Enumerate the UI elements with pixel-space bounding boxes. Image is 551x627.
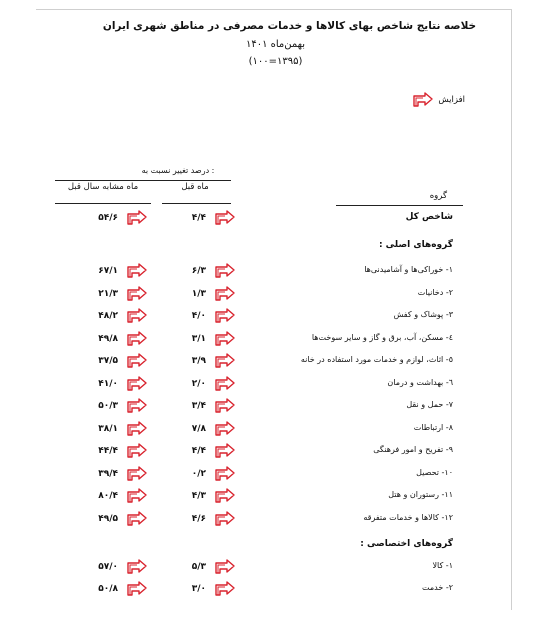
prev-month-value: ۴/۴ [191,446,206,456]
increase-arrow-icon [126,331,148,347]
prev-month-cell [176,559,236,575]
increase-arrow-icon [214,466,236,482]
table-row [0,397,551,415]
prev-month-value: ۴/۳ [191,491,206,501]
prev-month-cell [176,488,236,504]
row-label: گروه‌های اصلی : [378,240,453,250]
increase-arrow-icon [126,466,148,482]
legend [404,92,465,108]
increase-arrow-icon [214,421,236,437]
prev-month-cell [176,331,236,347]
increase-arrow-icon [126,353,148,369]
last-year-cell [88,443,148,459]
increase-arrow-icon [214,511,236,527]
prev-month-cell [176,398,236,414]
increase-arrow-icon [214,353,236,369]
prev-month-value: ۳/۴ [191,401,206,411]
table-row [0,209,551,227]
increase-arrow-icon [214,263,236,279]
increase-arrow-icon [126,376,148,392]
increase-arrow-icon [214,308,236,324]
last-year-value: ۵۴/۶ [98,213,118,223]
header-rule-year [55,203,151,204]
table-row [0,420,551,438]
row-label: ۲- خدمت [421,583,453,592]
last-year-value: ۴۹/۸ [98,333,118,344]
increase-arrow-icon [214,210,236,226]
last-year-value: ۲۱/۳ [98,288,118,299]
last-year-value: ۴۸/۲ [98,311,118,321]
last-year-value: ۴۹/۵ [98,513,118,524]
prev-month-cell [176,421,236,437]
increase-arrow-icon [214,488,236,504]
table-row [0,536,551,554]
last-year-cell [88,376,148,392]
prev-month-cell [176,210,236,226]
table-row [0,330,551,348]
row-label: ۲- دخانیات [417,287,453,297]
last-year-cell [88,308,148,324]
increase-arrow-icon [214,398,236,414]
last-year-cell [88,466,148,482]
prev-month-cell [176,581,236,597]
table-row [0,285,551,303]
last-year-value: ۵۷/۰ [98,562,118,572]
col-same-month-last-year: ماه مشابه سال قبل [67,182,139,192]
increase-arrow-icon [126,398,148,414]
report-title: خلاصه نتایج شاخص بهای کالاها و خدمات مصرفی در مناطق شهری ایران [102,20,477,32]
prev-month-cell [176,511,236,527]
prev-month-value: ۰/۲ [191,468,206,479]
increase-arrow-icon [412,92,434,108]
last-year-cell [88,581,148,597]
increase-arrow-icon [214,286,236,302]
last-year-cell [88,353,148,369]
prev-month-value: ۴/۴ [191,213,206,223]
row-label: گروه‌های اختصاصی : [360,539,453,549]
last-year-value: ۳۸/۱ [98,423,118,434]
prev-month-cell [176,466,236,482]
prev-month-cell [176,286,236,302]
prev-month-value: ۳/۰ [191,584,206,594]
row-label: ۳- پوشاک و کفش [393,310,453,319]
increase-arrow-icon [214,443,236,459]
prev-month-value: ۲/۰ [191,378,206,389]
table-row [0,375,551,393]
last-year-value: ۸۰/۴ [98,491,118,501]
last-year-cell [88,559,148,575]
increase-arrow-icon [126,210,148,226]
table-row [0,487,551,505]
prev-month-value: ۳/۹ [191,356,206,366]
report-period: بهمن‌ماه ۱۴۰۱ [245,39,306,50]
increase-arrow-icon [214,581,236,597]
row-label: ۱۱- رستوران و هتل [388,490,453,499]
col-group: گروه [429,191,447,201]
table-row [0,465,551,483]
table-row [0,442,551,460]
header-rule-prev [162,203,231,204]
row-label: ۸- ارتباطات [413,422,453,432]
header-rule-group [336,205,463,206]
table-row [0,237,551,255]
increase-arrow-icon [126,488,148,504]
prev-month-value: ۵/۳ [191,562,206,572]
prev-month-cell [176,308,236,324]
base-year: (۱۰۰=۱۳۹۵) [248,56,303,67]
prev-month-value: ۶/۳ [191,266,206,276]
table-row [0,307,551,325]
increase-arrow-icon [126,581,148,597]
prev-month-cell [176,353,236,369]
last-year-cell [88,488,148,504]
last-year-value: ۳۹/۴ [98,468,118,479]
increase-arrow-icon [126,421,148,437]
row-label: ۱- خوراکی‌ها و آشامیدنی‌ها [364,265,453,274]
row-label: ۱۲- کالاها و خدمات متفرقه [363,512,453,522]
last-year-value: ۳۷/۵ [98,356,118,366]
row-label: ۱۰- تحصیل [416,467,453,477]
last-year-value: ۴۱/۰ [98,378,118,389]
col-prev-month: ماه قبل [181,182,209,192]
row-label: ٤- مسکن، آب، برق و گاز و سایر سوخت‌ها [311,332,453,342]
row-label: ۷- حمل و نقل [406,400,453,409]
prev-month-cell [176,376,236,392]
increase-arrow-icon [126,443,148,459]
prev-month-cell [176,443,236,459]
increase-arrow-icon [126,286,148,302]
legend-label: افزایش [438,95,465,105]
table-row [0,580,551,598]
row-label: ۱- کالا [432,561,453,570]
last-year-value: ۵۰/۳ [98,401,118,411]
prev-month-value: ۷/۸ [191,423,206,434]
last-year-cell [88,286,148,302]
table-row [0,352,551,370]
prev-month-cell [176,263,236,279]
last-year-cell [88,331,148,347]
row-label: ٦- بهداشت و درمان [387,377,453,387]
table-row [0,510,551,528]
increase-arrow-icon [214,376,236,392]
increase-arrow-icon [214,559,236,575]
prev-month-value: ۱/۳ [191,288,206,299]
table-row [0,558,551,576]
row-label: شاخص کل [405,212,453,222]
increase-arrow-icon [126,511,148,527]
last-year-value: ۵۰/۸ [98,584,118,594]
increase-arrow-icon [126,263,148,279]
row-label: ۹- تفریح و امور فرهنگی [373,445,453,454]
header-rule-top [55,180,231,181]
increase-arrow-icon [214,331,236,347]
row-label: ٥- اثاث، لوازم و خدمات مورد استفاده در خانه [300,355,453,364]
prev-month-value: ۳/۱ [191,333,206,344]
prev-month-value: ۴/۰ [191,311,206,321]
last-year-cell [88,210,148,226]
last-year-value: ۶۷/۱ [98,266,118,276]
last-year-cell [88,263,148,279]
change-note: درصد تغییر نسبت به : [141,166,215,175]
increase-arrow-icon [126,559,148,575]
prev-month-value: ۴/۶ [191,513,206,524]
increase-arrow-icon [126,308,148,324]
last-year-cell [88,398,148,414]
last-year-cell [88,511,148,527]
table-row [0,262,551,280]
last-year-cell [88,421,148,437]
last-year-value: ۴۴/۴ [98,446,118,456]
